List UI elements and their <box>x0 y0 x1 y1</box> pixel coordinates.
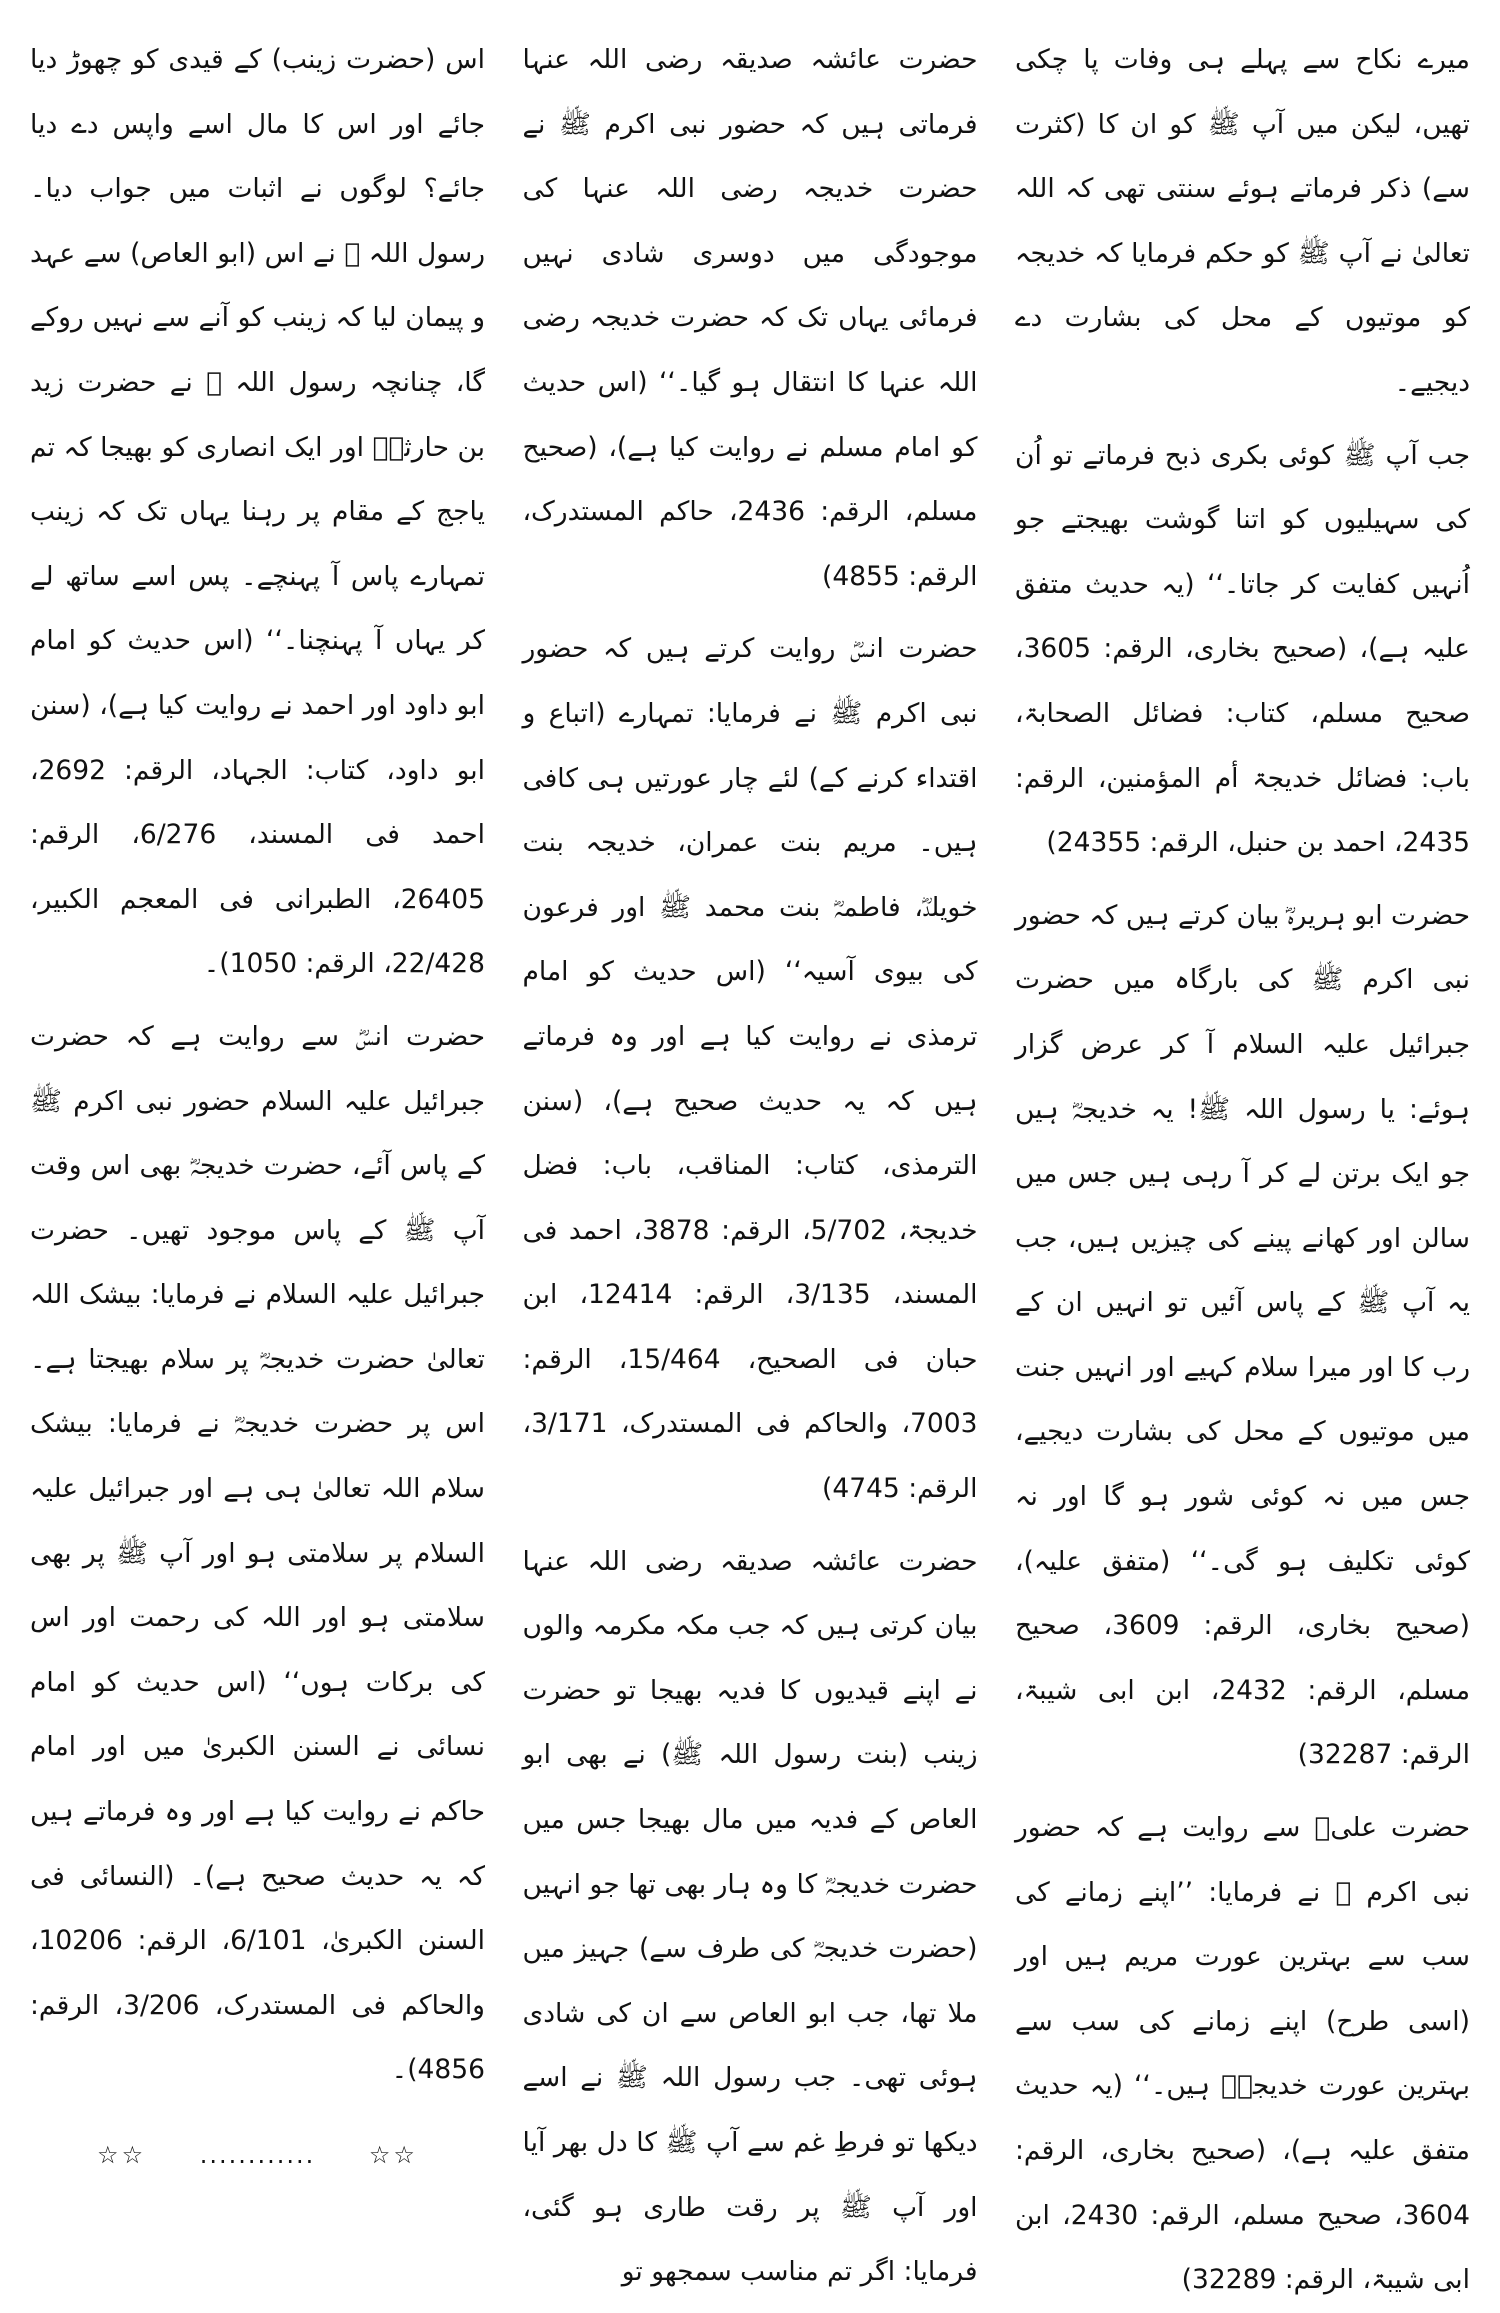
paragraph: میرے نکاح سے پہلے ہی وفات پا چکی تھیں، لیکن میں آپ ﷺ کو ان کا (کثرت سے) ذکر فرماتے ہوئے سنتی تھی کہ اللہ تعالیٰ نے آپ ﷺ کو حکم فرمایا کہ خدیجہ کو موتیوں کے محل کی بشارت دے دیجیے۔ <box>1015 44 1470 398</box>
separator-stars-left: ☆☆ <box>97 2141 147 2169</box>
paragraph: حضرت عائشہ صدیقہ رضی اللہ عنہا بیان کرتی ہیں کہ جب مکہ مکرمہ والوں نے اپنے قیدیوں کا فدیہ بھیجا تو حضرت زینب (بنت رسول اللہ ﷺ) نے بھی ابو العاص کے فدیہ میں مال بھیجا جس میں حضرت خدیجہؓ کا وہ ہار بھی تھا جو انہیں (حضرت خدیجہؓ کی طرف سے) جہیز میں ملا تھا، جب ابو العاص سے ان کی شادی ہوئی تھی۔ جب رسول اللہ ﷺ نے اسے دیکھا تو فرطِ غم سے آپ ﷺ کا دل بھر آیا اور آپ ﷺ پر رقت طاری ہو گئی، فرمایا: اگر تم مناسب سمجھو تو <box>522 1545 978 2288</box>
paragraph: اس (حضرت زینب) کے قیدی کو چھوڑ دیا جائے اور اس کا مال اسے واپس دے دیا جائے؟ لوگوں نے اثبات میں جواب دیا۔ رسول اللہ ﷺ نے اس (ابو العاص) سے عہد و پیمان لیا کہ زینب کو آنے سے نہیں روکے گا، چنانچہ رسول اللہ ﷺ نے حضرت زید بن حارثہؓ اور ایک انصاری کو بھیجا کہ تم یاجج کے مقام پر رہنا یہاں تک کہ زینب تمہارے پاس آ پہنچے۔ پس اسے ساتھ لے کر یہاں آ پہنچنا۔‘‘ (اس حدیث کو امام ابو داود اور احمد نے روایت کیا ہے)، (سنن ابو داود، کتاب: الجہاد، الرقم: 2692، احمد فی المسند، 6/276، الرقم: 26405، الطبرانی فی المعجم الکبیر، 22/428، الرقم: 1050)۔ <box>30 44 485 980</box>
column-right <box>1015 28 1471 2296</box>
column-middle <box>522 28 978 2288</box>
paragraph: حضرت علیؓ سے روایت ہے کہ حضور نبی اکرم ﷺ نے فرمایا: ’’اپنے زمانے کی سب سے بہترین عورت مریم ہیں اور (اسی طرح) اپنے زمانے کی سب سے بہترین عورت خدیجہؓ ہیں۔‘‘ (یہ حدیث متفق علیہ ہے)، (صحیح بخاری، الرقم: 3604، صحیح مسلم، الرقم: 2430، ابن ابی شیبۃ، الرقم: 32289) <box>1015 1812 1470 2296</box>
separator-stars-right: ☆☆ <box>368 2141 418 2169</box>
column-left <box>30 28 485 2200</box>
separator-dots: ............ <box>199 2141 316 2169</box>
paragraph: حضرت انسؓ روایت کرتے ہیں کہ حضور نبی اکرم ﷺ نے فرمایا: تمہارے (اتباع و اقتداء کرنے کے) لئے چار عورتیں ہی کافی ہیں۔ مریم بنت عمران، خدیجہ بنت خویلدؓ، فاطمہؓ بنت محمد ﷺ اور فرعون کی بیوی آسیہ‘‘ (اس حدیث کو امام ترمذی نے روایت کیا ہے اور وہ فرماتے ہیں کہ یہ حدیث صحیح ہے)، (سنن الترمذی، کتاب: المناقب، باب: فضل خدیجۃ، 5/702، الرقم: 3878، احمد فی المسند، 3/135، الرقم: 12414، ابن حبان فی الصحیح، 15/464، الرقم: 7003، والحاکم فی المستدرک، 3/171، الرقم: 4745) <box>522 633 978 1505</box>
section-separator <box>30 2123 485 2188</box>
paragraph: جب آپ ﷺ کوئی بکری ذبح فرماتے تو اُن کی سہیلیوں کو اتنا گوشت بھیجتے جو اُنہیں کفایت کر جاتا۔‘‘ (یہ حدیث متفق علیہ ہے)، (صحیح بخاری، الرقم: 3605، صحیح مسلم، کتاب: فضائل الصحابۃ، باب: فضائل خدیجۃ أم المؤمنین، الرقم: 2435، احمد بن حنبل، الرقم: 24355) <box>1015 439 1470 859</box>
paragraph: حضرت عائشہ صدیقہ رضی اللہ عنہا فرماتی ہیں کہ حضور نبی اکرم ﷺ نے حضرت خدیجہ رضی اللہ عنہا کی موجودگی میں دوسری شادی نہیں فرمائی یہاں تک کہ حضرت خدیجہ رضی اللہ عنہا کا انتقال ہو گیا۔‘‘ (اس حدیث کو امام مسلم نے روایت کیا ہے)، (صحیح مسلم، الرقم: 2436، حاکم المستدرک، الرقم: 4855) <box>522 44 978 592</box>
paragraph: حضرت ابو ہریرہؓ بیان کرتے ہیں کہ حضور نبی اکرم ﷺ کی بارگاہ میں حضرت جبرائیل علیہ السلام آ کر عرض گزار ہوئے: یا رسول اللہ ﷺ! یہ خدیجہؓ ہیں جو ایک برتن لے کر آ رہی ہیں جس میں سالن اور کھانے پینے کی چیزیں ہیں، جب یہ آپ ﷺ کے پاس آئیں تو انہیں ان کے رب کا اور میرا سلام کہیے اور انہیں جنت میں موتیوں کے محل کی بشارت دیجیے، جس میں نہ کوئی شور ہو گا اور نہ کوئی تکلیف ہو گی۔‘‘ (متفق علیہ)، (صحیح بخاری، الرقم: 3609، صحیح مسلم، الرقم: 2432، ابن ابی شیبۃ، الرقم: 32287) <box>1015 899 1471 1771</box>
paragraph: حضرت انسؓ سے روایت ہے کہ حضرت جبرائیل علیہ السلام حضور نبی اکرم ﷺ کے پاس آئے، حضرت خدیجہؓ بھی اس وقت آپ ﷺ کے پاس موجود تھیں۔ حضرت جبرائیل علیہ السلام نے فرمایا: بیشک اللہ تعالیٰ حضرت خدیجہؓ پر سلام بھیجتا ہے۔ اس پر حضرت خدیجہؓ نے فرمایا: بیشک سلام اللہ تعالیٰ ہی ہے اور جبرائیل علیہ السلام پر سلامتی ہو اور آپ ﷺ پر بھی سلامتی ہو اور اللہ کی رحمت اور اس کی برکات ہوں‘‘ (اس حدیث کو امام نسائی نے السنن الکبریٰ میں اور امام حاکم نے روایت کیا ہے اور وہ فرماتے ہیں کہ یہ حدیث صحیح ہے)۔ (النسائی فی السنن الکبریٰ، 6/101، الرقم: 10206، والحاکم فی المستدرک، 3/206، الرقم: 4856)۔ <box>30 1020 485 2086</box>
